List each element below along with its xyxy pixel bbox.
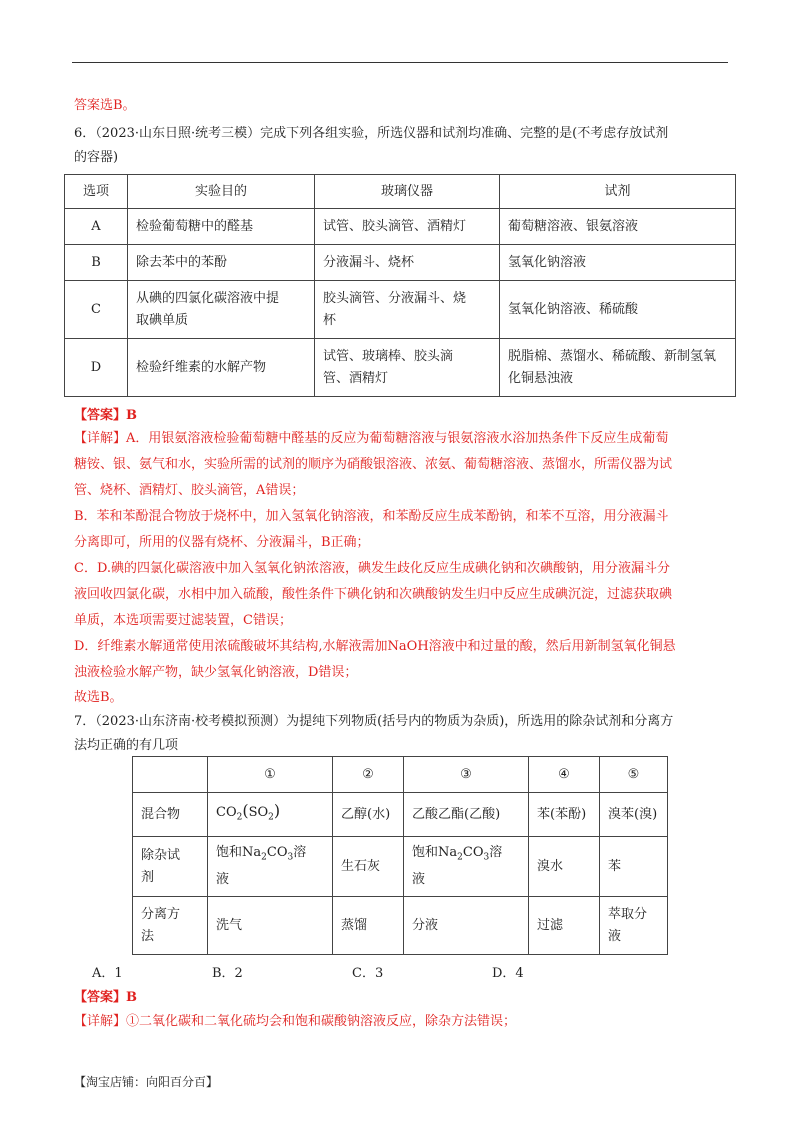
q6-detail-2: 糖铵、银、氨气和水，实验所需的试剂的顺序为硝酸银溶液、浓氨、葡萄糖溶液、蒸馏水，所需仪器为试: [74, 457, 673, 472]
q6-conclusion: 故选B。: [74, 690, 123, 705]
q7-col-5: ⑤: [600, 757, 668, 793]
q7-col-2: ②: [333, 757, 404, 793]
q6-option-d: D: [65, 339, 128, 397]
q6-reagent-b: 氢氧化钠溶液: [500, 245, 736, 281]
q6-option-a: A: [65, 209, 128, 245]
q7-option-c: C．3: [352, 966, 384, 981]
q6-detail-7: 液回收四氯化碳，水相中加入硫酸，酸性条件下碘化钠和次碘酸钠发生归中反应生成碘沉淀，过滤获取碘: [74, 587, 673, 602]
q6-stem-line2: 的容器): [74, 150, 119, 165]
q6-detail-5: 分离即可，所用的仪器有烧杯、分液漏斗，B正确；: [74, 535, 370, 550]
q6-reagent-c: 氢氧化钠溶液、稀硫酸: [500, 281, 736, 339]
q6-header-purpose: 实验目的: [128, 175, 315, 209]
q6-header-glassware: 玻璃仪器: [315, 175, 500, 209]
q7-col-4: ④: [529, 757, 600, 793]
q6-reagent-d: 脱脂棉、蒸馏水、稀硫酸、新制氢氧 化铜悬浊液: [500, 339, 736, 397]
previous-answer: 答案选B。: [74, 98, 136, 113]
q6-detail-8: 单质，本选项需要过滤装置，C错误；: [74, 613, 292, 628]
q6-detail-6: C．D.碘的四氯化碳溶液中加入氢氧化钠浓溶液，碘发生歧化反应生成碘化钠和次碘酸钠，用分液漏斗分: [74, 561, 671, 576]
table-row: [133, 793, 668, 837]
q7-answer: 【答案】B: [74, 990, 137, 1005]
q7-col-3: ③: [404, 757, 529, 793]
q6-purpose-c: 从碘的四氯化碳溶液中提 取碘单质: [128, 281, 315, 339]
table-row: [65, 209, 736, 245]
q7-mixture-4: 苯(苯酚): [529, 793, 600, 837]
q6-detail-4: B．苯和苯酚混合物放于烧杯中，加入氢氧化钠溶液，和苯酚反应生成苯酚钠，和苯不互溶，用分液漏斗: [74, 509, 669, 524]
q7-reagent-1: 饱和$Na_2CO_3$溶 液: [208, 837, 333, 897]
table-row: [65, 245, 736, 281]
q7-mixture-2: 乙醇(水): [333, 793, 404, 837]
q6-detail-10: 浊液检验水解产物，缺少氢氧化钠溶液，D错误；: [74, 665, 358, 680]
q7-reagent-2: 生石灰: [333, 837, 404, 897]
q7-mixture-3: 乙酸乙酯(乙酸): [404, 793, 529, 837]
footer-shop: 【淘宝店铺：向阳百分百】: [74, 1075, 219, 1089]
q7-stem-line1: 7．（2023·山东济南·校考模拟预测）为提纯下列物质(括号内的物质为杂质)，所选用的除杂试剂和分离方: [74, 714, 674, 729]
q6-glass-c: 胶头滴管、分液漏斗、烧 杯: [315, 281, 500, 339]
q6-purpose-a: 检验葡萄糖中的醛基: [128, 209, 315, 245]
q6-table: [64, 174, 736, 397]
q7-row-label-reagent: 除杂试 剂: [133, 837, 208, 897]
q6-detail-9: D．纤维素水解通常使用浓硫酸破坏其结构,水解液需加NaOH溶液中和过量的酸，然后用新制氢氧化铜悬: [74, 639, 676, 654]
q7-stem-line2: 法均正确的有几项: [74, 738, 179, 753]
q6-glass-a: 试管、胶头滴管、酒精灯: [315, 209, 500, 245]
q6-answer: 【答案】B: [74, 408, 137, 423]
q7-reagent-4: 溴水: [529, 837, 600, 897]
q6-option-b: B: [65, 245, 128, 281]
q6-purpose-d: 检验纤维素的水解产物: [128, 339, 315, 397]
q7-option-d: D．4: [492, 966, 524, 981]
q7-mixture-5: 溴苯(溴): [600, 793, 668, 837]
q7-reagent-5: 苯: [600, 837, 668, 897]
q7-sep-4: 过滤: [529, 897, 600, 955]
q7-option-b: B．2: [212, 966, 243, 981]
q6-detail-3: 管、烧杯、酒精灯、胶头滴管，A错误；: [74, 483, 305, 498]
q7-option-a: A．1: [92, 966, 123, 981]
q6-purpose-b: 除去苯中的苯酚: [128, 245, 315, 281]
q6-glass-d: 试管、玻璃棒、胶头滴 管、酒精灯: [315, 339, 500, 397]
q6-stem-line1: 6．（2023·山东日照·统考三模）完成下列各组实验，所选仪器和试剂均准确、完整的是(不考虑存放试剂: [74, 126, 669, 141]
header-rule: [72, 62, 728, 63]
q7-table: [132, 756, 668, 955]
q7-row-label-separation: 分离方 法: [133, 897, 208, 955]
q7-corner-cell: [133, 757, 208, 793]
q7-row-label-mixture: 混合物: [133, 793, 208, 837]
q7-detail: 【详解】①二氧化碳和二氧化硫均会和饱和碳酸钠溶液反应，除杂方法错误；: [74, 1014, 517, 1029]
q6-header-reagent: 试剂: [500, 175, 736, 209]
table-row: [65, 339, 736, 397]
q7-reagent-3: 饱和$Na_2CO_3$溶 液: [404, 837, 529, 897]
table-row: [133, 837, 668, 897]
q7-sep-5: 萃取分液: [600, 897, 668, 955]
q7-sep-2: 蒸馏: [333, 897, 404, 955]
q7-sep-3: 分液: [404, 897, 529, 955]
q7-sep-1: 洗气: [208, 897, 333, 955]
q6-detail-1: 【详解】A．用银氨溶液检验葡萄糖中醛基的反应为葡萄糖溶液与银氨溶液水浴加热条件下反应生成葡萄: [74, 431, 669, 446]
q7-mixture-1: $CO_2(SO_2)$: [208, 793, 333, 837]
q6-glass-b: 分液漏斗、烧杯: [315, 245, 500, 281]
q7-col-1: ①: [208, 757, 333, 793]
q6-option-c: C: [65, 281, 128, 339]
table-row: [65, 281, 736, 339]
q6-reagent-a: 葡萄糖溶液、银氨溶液: [500, 209, 736, 245]
q6-header-option: 选项: [65, 175, 128, 209]
table-row: [133, 897, 668, 955]
